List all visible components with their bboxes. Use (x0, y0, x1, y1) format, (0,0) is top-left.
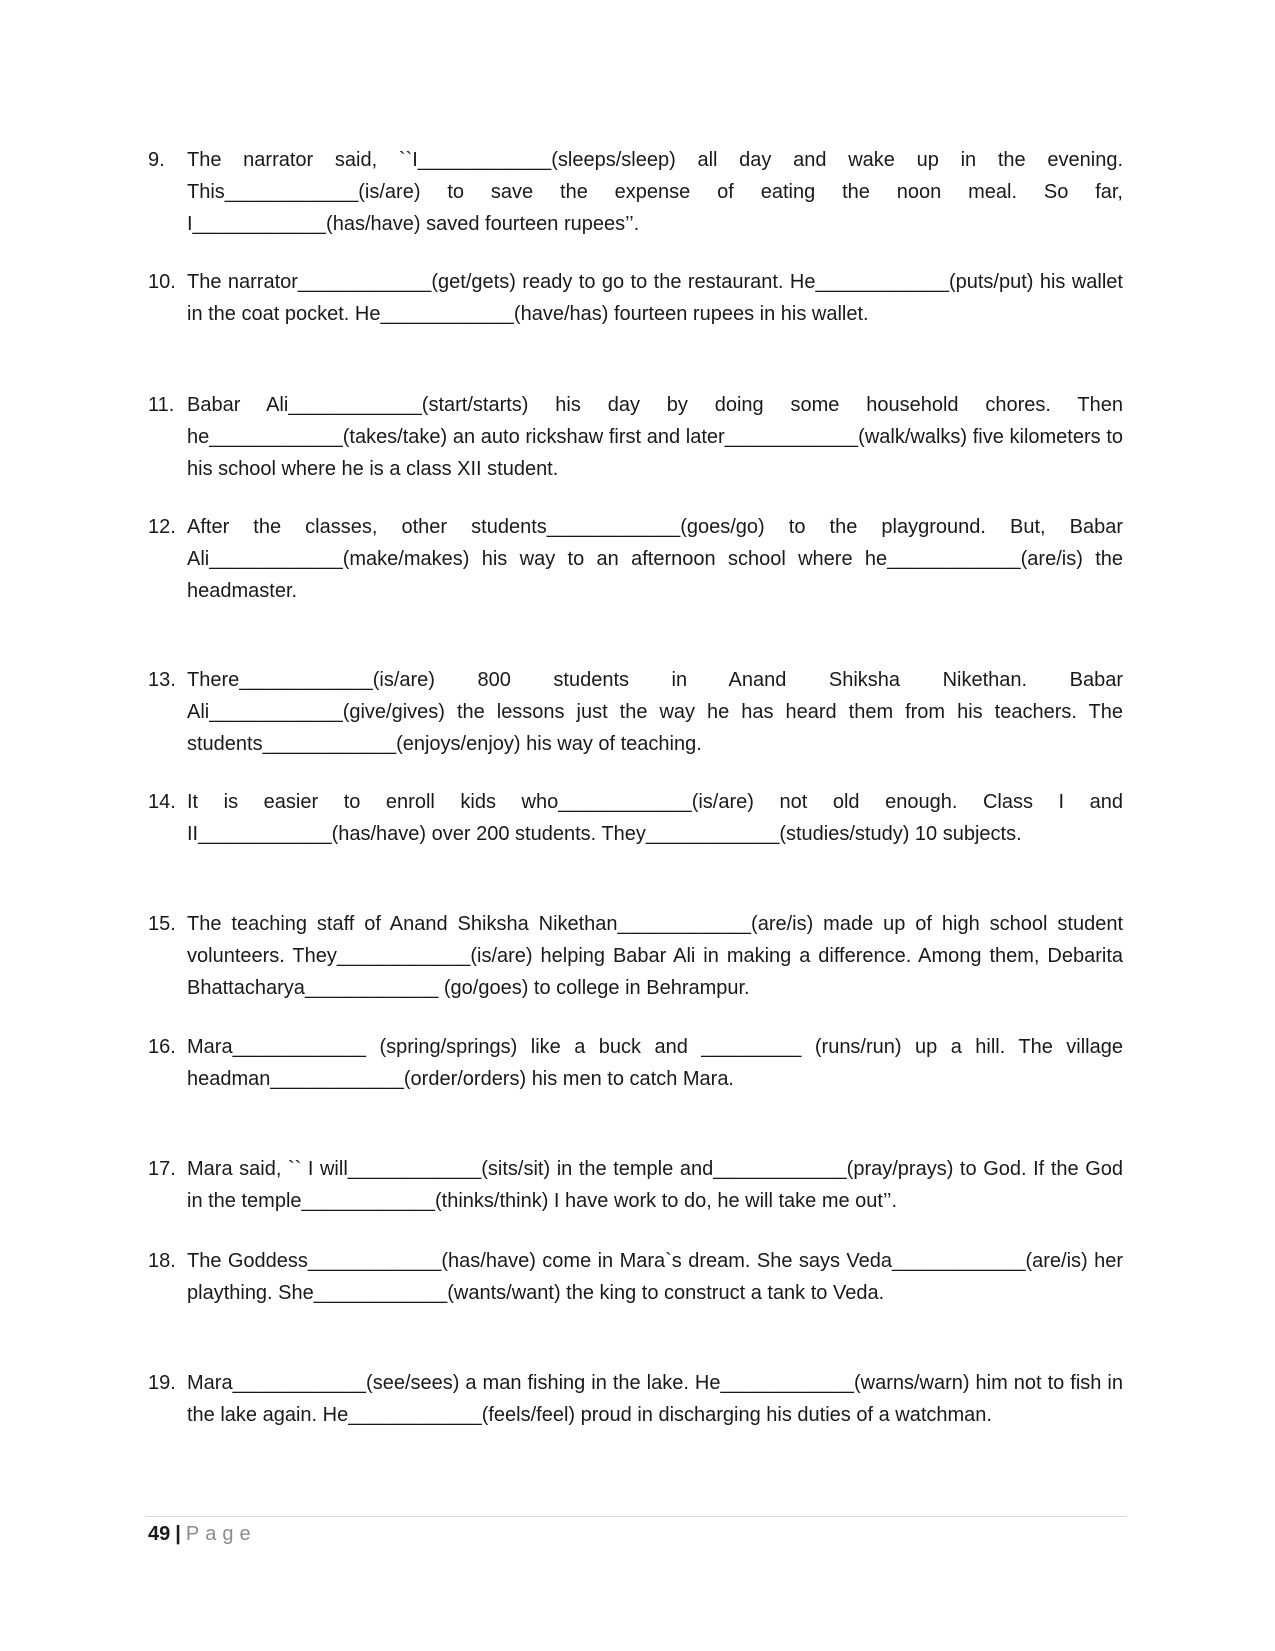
question-14 (148, 786, 1123, 850)
question-text: Babar Ali____________(start/starts) his day by doing some household chores. Then he____________(takes/take) an auto rickshaw first and later____________(walk/walks) five kilometers to his school where he is a class XII student. (187, 394, 1123, 480)
question-number: 12. (148, 516, 176, 538)
question-19 (148, 1367, 1123, 1431)
question-number: 19. (148, 1372, 176, 1394)
footer-separator: | (175, 1523, 181, 1545)
question-text: There____________(is/are) 800 students in Anand Shiksha Nikethan. Babar Ali____________(give/gives) the lessons just the way he has heard them from his teachers. The students____________(enjoys/enjoy) his way of teaching. (187, 669, 1123, 755)
page-footer (148, 1519, 257, 1549)
page-label: Page (185, 1523, 257, 1545)
question-text: The narrator____________(get/gets) ready to go to the restaurant. He____________(puts/put) his wallet in the coat pocket. He____________(have/has) fourteen rupees in his wallet. (187, 271, 1123, 325)
question-number: 17. (148, 1158, 176, 1180)
footer-divider (145, 1516, 1127, 1517)
question-number: 16. (148, 1036, 176, 1058)
question-number: 10. (148, 271, 176, 293)
question-text: Mara said, `` I will____________(sits/sit) in the temple and____________(pray/prays) to God. If the God in the temple____________(thinks/think) I have work to do, he will take me out’’. (187, 1158, 1123, 1212)
question-number: 9. (148, 149, 165, 171)
question-13 (148, 664, 1123, 760)
question-18 (148, 1245, 1123, 1309)
question-10 (148, 266, 1123, 330)
question-12 (148, 511, 1123, 607)
question-number: 11. (148, 394, 175, 416)
question-number: 13. (148, 669, 176, 691)
question-number: 15. (148, 913, 176, 935)
page-number: 49 (148, 1523, 171, 1545)
question-number: 14. (148, 791, 176, 813)
question-text: It is easier to enroll kids who____________(is/are) not old enough. Class I and II____________(has/have) over 200 students. They____________(studies/study) 10 subjects. (187, 791, 1123, 845)
question-11 (148, 389, 1123, 485)
question-17 (148, 1153, 1123, 1217)
question-text: Mara____________ (spring/springs) like a buck and _________ (runs/run) up a hill. The village headman____________(order/orders) his men to catch Mara. (187, 1036, 1123, 1090)
question-text: Mara____________(see/sees) a man fishing in the lake. He____________(warns/warn) him not to fish in the lake again. He____________(feels/feel) proud in discharging his duties of a watchman. (187, 1372, 1123, 1426)
question-16 (148, 1031, 1123, 1095)
question-text: The narrator said, ``I____________(sleeps/sleep) all day and wake up in the evening. This____________(is/are) to save the expense of eating the noon meal. So far, I____________(has/have) saved fourteen rupees’’. (187, 149, 1123, 235)
question-text: The teaching staff of Anand Shiksha Nikethan____________(are/is) made up of high school student volunteers. They____________(is/are) helping Babar Ali in making a difference. Among them, Debarita Bhattacharya____________ (go/goes) to college in Behrampur. (187, 913, 1123, 999)
question-15 (148, 908, 1123, 1004)
question-text: After the classes, other students____________(goes/go) to the playground. But, Babar Ali____________(make/makes) his way to an afternoon school where he____________(are/is) the headmaster. (187, 516, 1123, 602)
question-text: The Goddess____________(has/have) come in Mara`s dream. She says Veda____________(are/is) her plaything. She____________(wants/want) the king to construct a tank to Veda. (187, 1250, 1123, 1304)
question-number: 18. (148, 1250, 176, 1272)
question-9 (148, 144, 1123, 240)
